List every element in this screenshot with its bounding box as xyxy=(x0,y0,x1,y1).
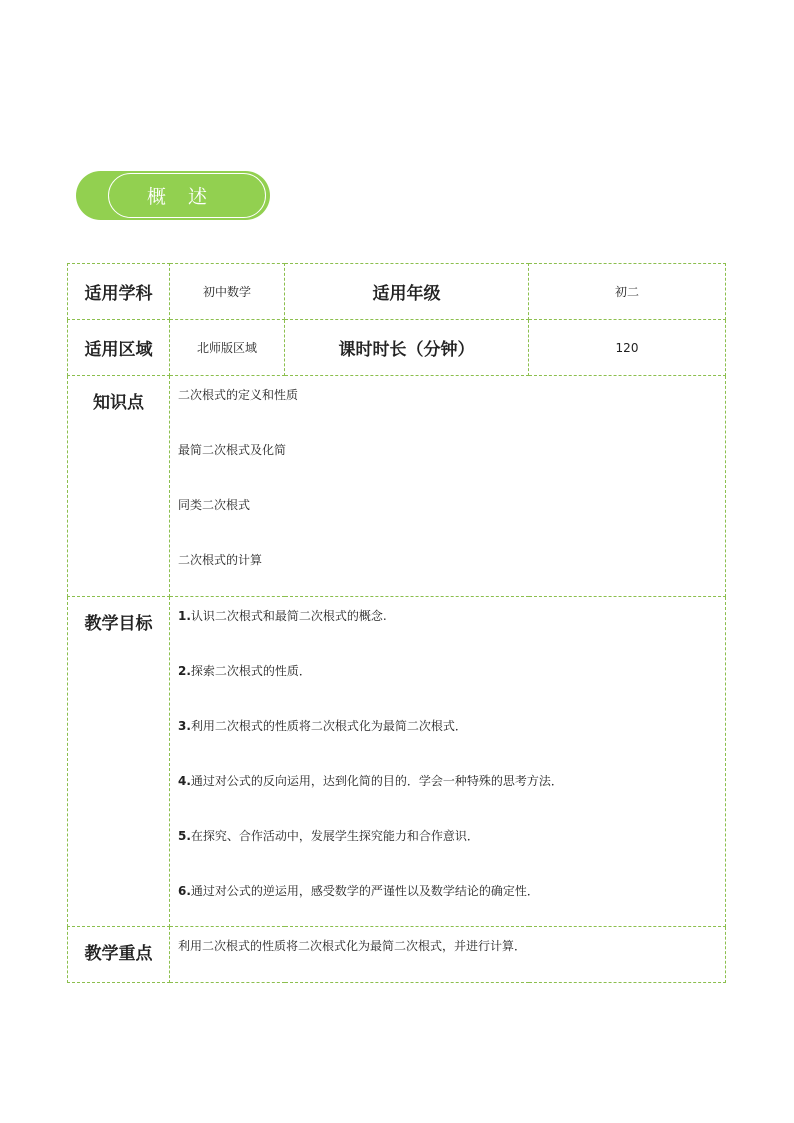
goal-text: 利用二次根式的性质将二次根式化为最简二次根式． xyxy=(190,719,467,733)
goal-item xyxy=(178,774,725,789)
section-banner xyxy=(76,171,270,220)
subject-value: 初中数学 xyxy=(170,264,285,320)
goal-number: 1. xyxy=(178,609,191,623)
goal-text: 通过对公式的反向运用，达到化简的目的．学会一种特殊的思考方法． xyxy=(190,774,563,788)
goal-item xyxy=(178,829,725,844)
goal-number: 3. xyxy=(178,719,191,733)
goals-label: 教学目标 xyxy=(68,597,170,927)
lesson-info-table xyxy=(67,263,726,983)
goal-text: 认识二次根式和最简二次根式的概念. xyxy=(190,609,387,623)
knowledge-item: 二次根式的定义和性质 xyxy=(178,388,299,402)
goal-number: 5. xyxy=(178,829,191,843)
focus-cell xyxy=(170,927,726,983)
row-goals xyxy=(68,597,726,927)
goal-number: 6. xyxy=(178,884,191,898)
row-knowledge xyxy=(68,376,726,597)
focus-text: 利用二次根式的性质将二次根式化为最简二次根式，并进行计算． xyxy=(178,939,527,953)
goal-item xyxy=(178,884,725,899)
grade-label: 适用年级 xyxy=(285,264,529,320)
goal-item xyxy=(178,719,725,734)
subject-label: 适用学科 xyxy=(68,264,170,320)
row-subject xyxy=(68,264,726,320)
goal-item xyxy=(178,664,725,679)
goal-number: 2. xyxy=(178,664,191,678)
duration-value: 120 xyxy=(529,320,726,376)
region-label: 适用区域 xyxy=(68,320,170,376)
goal-text: 通过对公式的逆运用，感受数学的严谨性以及数学结论的确定性． xyxy=(190,884,539,898)
grade-value: 初二 xyxy=(529,264,726,320)
goals-list xyxy=(170,597,726,927)
section-title: 概 述 xyxy=(147,186,216,208)
duration-label: 课时时长（分钟） xyxy=(285,320,529,376)
goal-text: 在探究、合作活动中，发展学生探究能力和合作意识． xyxy=(190,829,479,843)
goal-text: 探索二次根式的性质． xyxy=(190,664,311,678)
goal-number: 4. xyxy=(178,774,191,788)
knowledge-label: 知识点 xyxy=(68,376,170,597)
goal-item xyxy=(178,609,725,624)
knowledge-list xyxy=(170,376,726,597)
focus-label: 教学重点 xyxy=(68,927,170,983)
row-focus xyxy=(68,927,726,983)
knowledge-item: 最简二次根式及化简 xyxy=(178,443,287,457)
section-banner-inner xyxy=(108,173,266,218)
knowledge-item: 二次根式的计算 xyxy=(178,553,263,567)
region-value: 北师版区域 xyxy=(170,320,285,376)
knowledge-item: 同类二次根式 xyxy=(178,498,251,512)
row-region xyxy=(68,320,726,376)
